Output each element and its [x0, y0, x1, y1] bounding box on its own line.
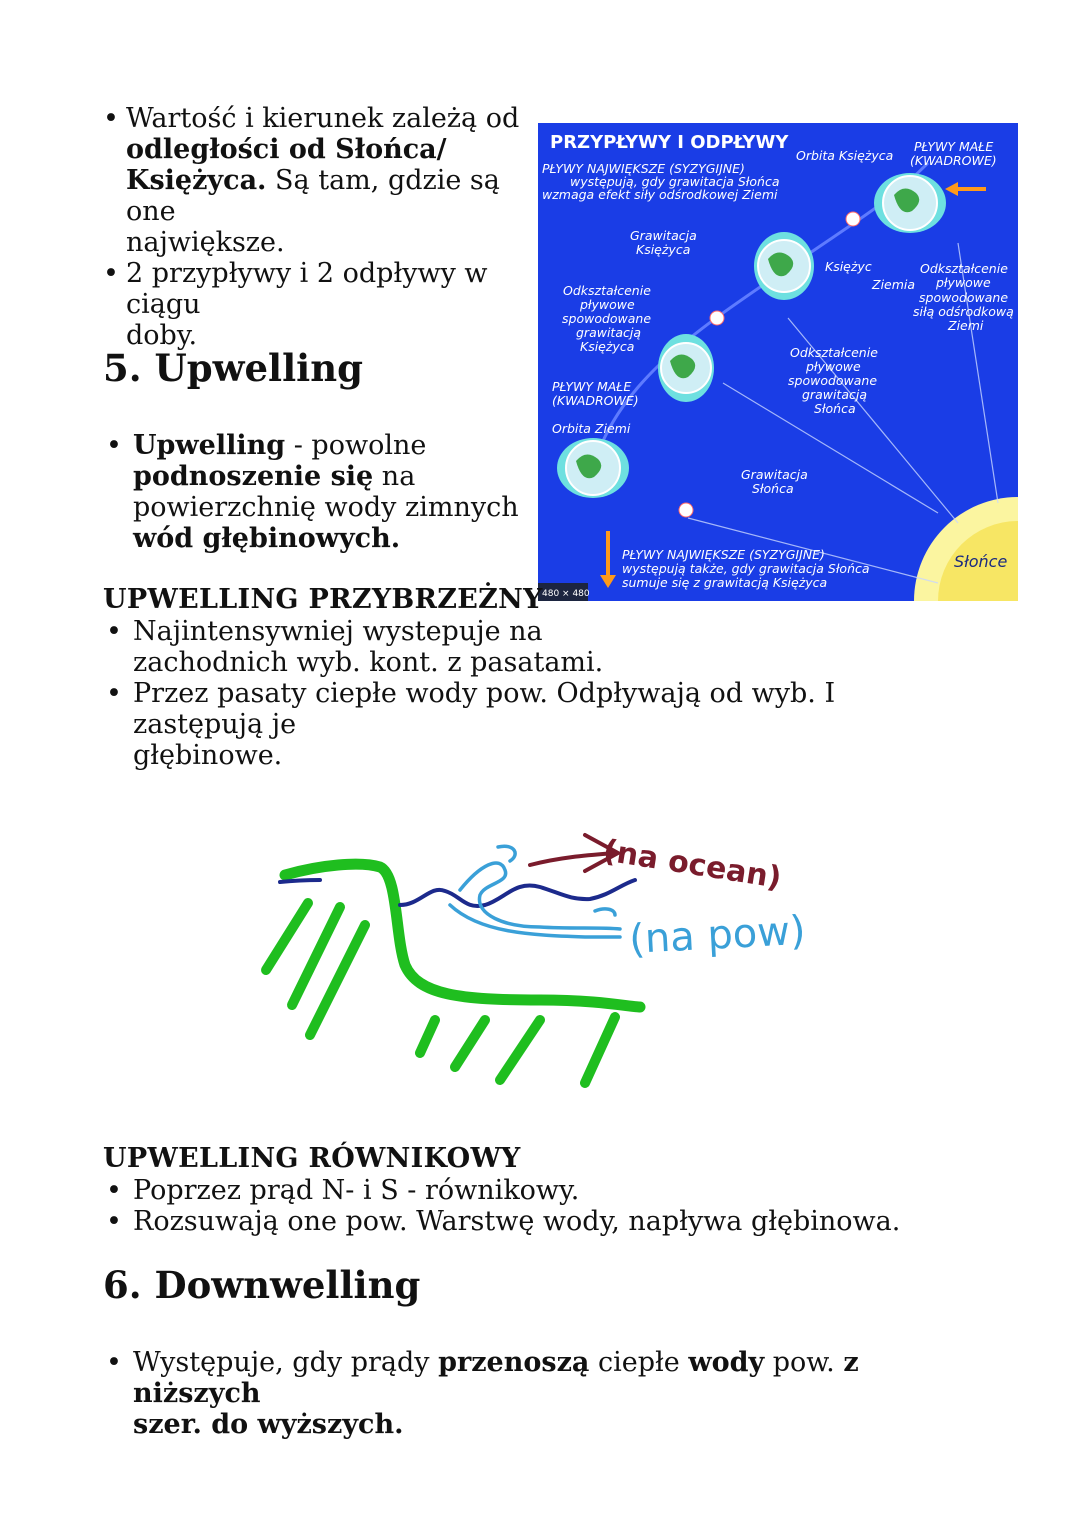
- label-sun: Słońce: [954, 552, 1008, 571]
- label-neap-tides: PŁYWY MAŁE: [914, 139, 994, 154]
- label-neap-tides: (KWADROWE): [552, 393, 639, 408]
- bullet-dot: •: [106, 1206, 122, 1237]
- label-moon-deformation: Księżyca: [580, 339, 635, 354]
- label-sun-gravity: Słońca: [752, 481, 794, 496]
- bullet-dot: •: [106, 678, 122, 709]
- bold-text: Księżyca.: [126, 165, 267, 196]
- diagram-title: PRZYPŁYWY I ODPŁYWY: [550, 132, 789, 153]
- label-spring-tides: wzmaga efekt siły odśrodkowej Ziemi: [542, 187, 778, 202]
- paragraph-equatorial-2: [133, 1206, 933, 1237]
- bullet-dot: •: [106, 616, 122, 647]
- earth-icon: [658, 334, 714, 402]
- text: Występuje, gdy prądy: [133, 1347, 439, 1378]
- earth-icon: [874, 173, 946, 233]
- label-neap-tides: PŁYWY MAŁE: [552, 379, 632, 394]
- paragraph-coastal-1: [133, 616, 733, 678]
- label-spring-tides: sumuje się z grawitacją Księżyca: [622, 575, 828, 590]
- label-moon-gravity: Grawitacja: [630, 228, 697, 243]
- text: Przez pasaty ciepłe wody pow. Odpływają od wyb. I zastępują je: [133, 678, 836, 740]
- subheading-coastal-upwelling: UPWELLING PRZYBRZEŻNY: [103, 584, 543, 615]
- label-moon-deformation: pływowe: [580, 297, 635, 312]
- bold-text: wody: [688, 1347, 765, 1378]
- label-spring-tides: PŁYWY NAJWIĘKSZE (SYZYGIJNE): [622, 547, 825, 562]
- text: powierzchnię wody zimnych: [133, 492, 519, 523]
- bold-text: wód głębinowych.: [133, 523, 401, 554]
- section-heading-upwelling: 5. Upwelling: [103, 346, 363, 390]
- tides-diagram: [538, 123, 1018, 601]
- sketch-label-ocean: (na ocean): [600, 833, 784, 897]
- label-moon-orbit: Orbita Księżyca: [796, 148, 894, 163]
- label-moon-deformation: Odkształcenie: [563, 283, 651, 298]
- label-moon-deformation: spowodowane: [562, 311, 652, 326]
- image-size-badge: 480 × 480: [542, 589, 590, 599]
- paragraph-coastal-2: [133, 678, 953, 771]
- bullet-dot: •: [106, 430, 122, 461]
- label-centrifugal-deformation: Ziemi: [948, 318, 984, 333]
- paragraph-upwelling-definition: [133, 430, 533, 554]
- label-moon-deformation: grawitacją: [576, 325, 641, 340]
- bold-text: przenoszą: [438, 1347, 590, 1378]
- text: doby.: [126, 320, 198, 351]
- text: ciepłe: [589, 1347, 689, 1378]
- label-spring-tides: występują także, gdy grawitacja Słońca: [622, 561, 870, 576]
- bold-text: odległości od Słońca/: [126, 134, 447, 165]
- paragraph-downwelling: [133, 1347, 993, 1440]
- label-moon-gravity: Księżyca: [636, 242, 691, 257]
- label-sun-deformation: Słońca: [814, 401, 856, 416]
- moon-icon: [679, 503, 693, 517]
- bullet-dot: •: [103, 258, 119, 289]
- label-centrifugal-deformation: pływowe: [936, 275, 991, 290]
- label-spring-tides: PŁYWY NAJWIĘKSZE (SYZYGIJNE): [542, 161, 745, 176]
- label-sun-deformation: grawitacją: [802, 387, 867, 402]
- bold-text: podnoszenie się: [133, 461, 374, 492]
- text: zachodnich wyb. kont. z pasatami.: [133, 647, 604, 678]
- label-centrifugal-deformation: siłą odśrodkową: [913, 304, 1014, 319]
- paragraph-equatorial-1: [133, 1175, 933, 1206]
- earth-icon: [754, 232, 814, 300]
- moon-icon: [710, 311, 724, 325]
- label-spring-tides: występują, gdy grawitacja Słońca: [570, 174, 780, 189]
- bullet-dot: •: [103, 103, 119, 134]
- label-earth-orbit: Orbita Ziemi: [552, 421, 631, 436]
- earth-icon: [557, 438, 629, 498]
- section-heading-downwelling: 6. Downwelling: [103, 1263, 421, 1307]
- label-sun-deformation: Odkształcenie: [790, 345, 878, 360]
- bold-text: szer. do wyższych.: [133, 1409, 404, 1440]
- text: Najintensywniej wystepuje na: [133, 616, 543, 647]
- text: największe.: [126, 227, 285, 258]
- label-moon: Księżyc: [825, 259, 872, 274]
- bullet-dot: •: [106, 1347, 122, 1378]
- label-sun-deformation: spowodowane: [788, 373, 878, 388]
- label-centrifugal-deformation: Odkształcenie: [920, 261, 1008, 276]
- text: - powolne: [285, 430, 427, 461]
- text: głębinowe.: [133, 740, 283, 771]
- text: Rozsuwają one pow. Warstwę wody, napływa głębinowa.: [133, 1206, 901, 1237]
- moon-icon: [846, 212, 860, 226]
- label-sun-deformation: pływowe: [806, 359, 861, 374]
- text: 2 przypływy i 2 odpływy w ciągu: [126, 258, 488, 320]
- paragraph-tide-factors: [126, 103, 526, 258]
- upwelling-sketch: [240, 795, 860, 1095]
- bold-text: z niższych: [133, 1347, 859, 1409]
- sketch-label-surface: (na pow): [628, 907, 807, 963]
- text: Wartość i kierunek zależą od: [126, 103, 520, 134]
- subheading-equatorial-upwelling: UPWELLING RÓWNIKOWY: [103, 1143, 521, 1174]
- text: Poprzez prąd N- i S - równikowy.: [133, 1175, 580, 1206]
- text: na: [373, 461, 416, 492]
- label-sun-gravity: Grawitacja: [741, 467, 808, 482]
- label-neap-tides: (KWADROWE): [910, 153, 997, 168]
- label-centrifugal-deformation: spowodowane: [919, 290, 1009, 305]
- paragraph-tides-per-day: [126, 258, 526, 351]
- text: Są tam, gdzie są one: [126, 165, 500, 227]
- label-earth: Ziemia: [872, 277, 916, 292]
- bold-text: Upwelling: [133, 430, 286, 461]
- bullet-dot: •: [106, 1175, 122, 1206]
- text: pow.: [764, 1347, 844, 1378]
